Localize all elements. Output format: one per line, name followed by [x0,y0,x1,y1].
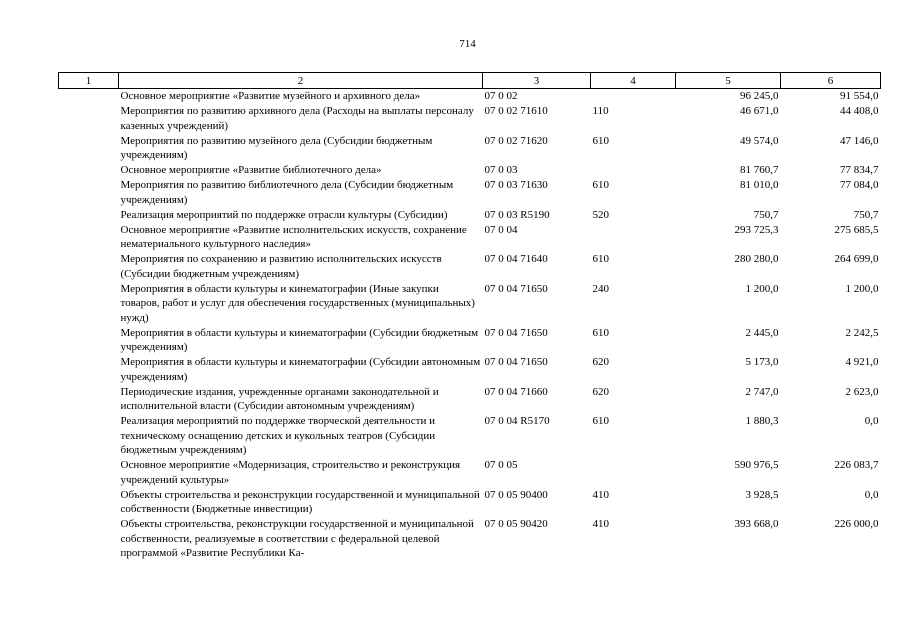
cell-value-2: 47 146,0 [840,134,879,147]
cell-type: 520 [592,208,609,221]
column-header-5: 5 [676,73,781,89]
cell-value-2: 44 408,0 [840,105,879,117]
cell-blank [59,178,119,208]
cell-code: 07 0 02 [484,90,518,102]
cell-value-2: 2 242,5 [845,326,879,339]
cell-blank [59,488,119,518]
table-row [59,252,881,282]
cell-blank [59,458,119,488]
cell-type: 410 [592,518,609,530]
cell-value-2: 0,0 [864,415,879,427]
page-number: 714 [459,38,476,50]
column-header-1: 1 [59,73,119,89]
table-row [59,458,881,488]
cell-type: 610 [592,134,609,147]
cell-value-2: 77 084,0 [840,179,879,191]
table-row [59,104,881,134]
cell-value-1: 46 671,0 [740,105,779,117]
cell-name: Мероприятия в области культуры и кинематографии (Иные закупки товаров, работ и услуг для обеспечения государственных (муниципальных) нужд) [120,282,475,324]
cell-value-1: 2 747,0 [745,385,779,398]
table-header-row [59,73,881,89]
cell-name: Мероприятия по развитию музейного дела (Субсидии бюджетным учреждениям) [120,134,433,161]
column-header-2: 2 [119,73,483,89]
cell-code: 07 0 04 71660 [484,385,548,398]
cell-name: Мероприятия по развитию библиотечного дела (Субсидии бюджетным учреждениям) [120,179,454,206]
cell-name: Мероприятия в области культуры и кинематографии (Субсидии автономным учреждениям) [120,356,481,383]
table-row [59,414,881,458]
cell-name: Объекты строительства, реконструкции государственной и муниципальной собственности, реализуемые в соответствии с федеральной целевой программой «Развитие Республики Ка- [120,518,474,559]
cell-code: 07 0 02 71610 [484,105,548,117]
cell-code: 07 0 04 71650 [484,356,548,368]
cell-type: 610 [592,179,609,191]
column-header-6: 6 [781,73,881,89]
cell-value-2: 77 834,7 [840,164,879,176]
cell-value-2: 0,0 [864,488,879,501]
cell-name: Основное мероприятие «Модернизация, строительство и реконструкция учреждений культуры» [120,459,461,486]
cell-type: 610 [592,415,609,427]
cell-name: Основное мероприятие «Развитие исполнительских искусств, сохранение нематериального культурного наследия» [120,223,467,250]
cell-code: 07 0 04 R5170 [484,415,550,427]
cell-code: 07 0 04 [484,223,518,236]
cell-type: 620 [592,356,609,368]
cell-code: 07 0 05 90400 [484,488,548,501]
cell-blank [59,282,119,326]
cell-blank [59,385,119,415]
cell-value-2: 275 685,5 [834,223,879,236]
cell-blank [59,208,119,223]
cell-code: 07 0 03 71630 [484,179,548,191]
cell-name: Мероприятия по сохранению и развитию исполнительских искусств (Субсидии бюджетным учреждениям) [120,253,442,280]
cell-value-2: 750,7 [853,208,879,221]
cell-value-1: 280 280,0 [734,253,779,265]
cell-name: Периодические издания, учрежденные органами законодательной и исполнительной власти (Субсидии автономным учреждениям) [120,385,439,412]
cell-value-1: 49 574,0 [740,134,779,147]
cell-value-1: 96 245,0 [740,90,779,102]
cell-value-1: 5 173,0 [745,356,779,368]
cell-value-1: 1 200,0 [745,282,779,295]
cell-value-1: 590 976,5 [734,459,779,471]
cell-type: 610 [592,253,609,265]
cell-value-1: 81 760,7 [740,164,779,176]
cell-blank [59,326,119,356]
cell-value-2: 226 083,7 [834,459,879,471]
cell-type [591,223,676,253]
cell-blank [59,104,119,134]
cell-value-1: 393 668,0 [734,518,779,530]
cell-type [591,163,676,178]
cell-name: Объекты строительства и реконструкции государственной и муниципальной собственности (Бюджетные инвестиции) [120,488,480,515]
cell-code: 07 0 05 90420 [484,518,548,530]
cell-type [591,89,676,105]
table-row [59,282,881,326]
cell-value-1: 3 928,5 [745,488,779,501]
table-row [59,163,881,178]
column-header-4: 4 [591,73,676,89]
cell-blank [59,89,119,105]
table-row [59,178,881,208]
table-row [59,355,881,385]
cell-type: 110 [592,105,609,117]
cell-code: 07 0 05 [484,459,518,471]
table-row [59,517,881,561]
cell-blank [59,163,119,178]
cell-type: 610 [592,326,609,339]
table-row [59,223,881,253]
cell-type: 620 [592,385,609,398]
table-row [59,385,881,415]
table-row [59,208,881,223]
cell-name: Основное мероприятие «Развитие музейного и архивного дела» [120,90,421,102]
cell-value-2: 264 699,0 [834,253,879,265]
cell-blank [59,355,119,385]
cell-name: Мероприятия по развитию архивного дела (Расходы на выплаты персоналу казенных учреждений) [120,105,474,132]
cell-value-1: 2 445,0 [745,326,779,339]
table-row [59,326,881,356]
cell-code: 07 0 02 71620 [484,134,548,147]
cell-value-1: 81 010,0 [740,179,779,191]
table-row [59,134,881,164]
table-row [59,89,881,105]
cell-blank [59,517,119,561]
cell-blank [59,134,119,164]
cell-value-2: 91 554,0 [840,90,879,102]
budget-table [58,72,881,561]
table-body [59,89,881,562]
cell-blank [59,252,119,282]
cell-value-2: 1 200,0 [845,282,879,295]
cell-code: 07 0 03 [484,164,518,176]
column-header-3: 3 [483,73,591,89]
cell-value-2: 4 921,0 [845,356,879,368]
cell-code: 07 0 03 R5190 [484,208,550,221]
cell-value-2: 2 623,0 [845,385,879,398]
cell-value-1: 1 880,3 [745,415,779,427]
cell-value-2: 226 000,0 [834,518,879,530]
cell-name: Основное мероприятие «Развитие библиотечного дела» [120,164,382,176]
cell-blank [59,414,119,458]
cell-value-1: 750,7 [753,208,779,221]
cell-code: 07 0 04 71650 [484,282,548,295]
cell-value-1: 293 725,3 [734,223,779,236]
cell-name: Реализация мероприятий по поддержке отрасли культуры (Субсидии) [120,208,448,221]
cell-type: 240 [592,282,609,295]
cell-name: Реализация мероприятий по поддержке творческой деятельности и техническому оснащению детских и кукольных театров (Субсидии бюджетным учреждениям) [120,415,436,456]
cell-blank [59,223,119,253]
cell-type [591,458,676,488]
cell-name: Мероприятия в области культуры и кинематографии (Субсидии бюджетным учреждениям) [120,326,479,353]
cell-code: 07 0 04 71640 [484,253,548,265]
table-row [59,488,881,518]
cell-code: 07 0 04 71650 [484,326,548,339]
cell-type: 410 [592,488,609,501]
